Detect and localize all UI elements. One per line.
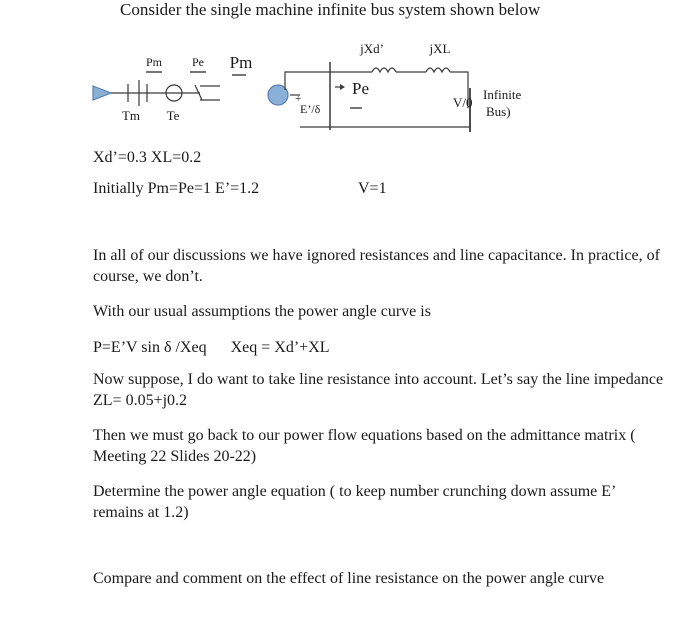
shaft-sketch — [93, 72, 246, 106]
bus-voltage-value: V=1 — [358, 180, 387, 197]
pm-large-label: Pm — [229, 53, 253, 72]
pm-small-label: Pm — [145, 55, 163, 69]
power-angle-equation: P=E’V sin δ /Xeq Xeq = Xd’+XL — [93, 339, 330, 356]
initial-conditions: Initially Pm=Pe=1 E’=1.2 — [93, 180, 260, 197]
bus-voltage-label: V/0 — [453, 95, 473, 110]
jxd-label: jXd’ — [360, 41, 384, 56]
problem-title: Consider the single machine infinite bus system shown below — [120, 0, 541, 19]
pe-label: Pe — [352, 79, 369, 98]
smib-diagram — [0, 0, 700, 200]
emf-label: E’/δ — [300, 102, 321, 116]
tm-label: Tm — [121, 108, 141, 123]
paragraph-power-angle-intro: With our usual assumptions the power angle curve is — [93, 303, 431, 320]
pe-small-label: Pe — [192, 55, 204, 69]
paragraph-determine: Determine the power angle equation ( to keep number crunching down assume E’ remains at 1.2) — [93, 483, 616, 521]
xd-inductor-icon — [372, 68, 396, 72]
paragraph-power-flow: Then we must go back to our power flow equations based on the admittance matrix ( Meeting 22 Slides 20-22) — [93, 427, 636, 465]
paragraph-assumptions: In all of our discussions we have ignored resistances and line capacitance. In practice, of course, we don’t. — [93, 247, 660, 285]
xl-inductor-icon — [426, 68, 450, 72]
infinite-bus-label-1: Infinite — [483, 87, 522, 102]
te-label: Te — [166, 108, 180, 123]
turbine-icon — [93, 86, 111, 100]
paragraph-compare: Compare and comment on the effect of line resistance on the power angle curve — [93, 570, 605, 587]
reactance-params: Xd’=0.3 XL=0.2 — [93, 149, 202, 166]
plus-sign: + — [295, 93, 302, 105]
infinite-bus-label-2: Bus) — [486, 104, 511, 119]
paragraph-line-resistance: Now suppose, I do want to take line resistance into account. Let’s say the line impedance ZL= 0.05+j0.2 — [93, 371, 664, 409]
jxl-label: jXL — [429, 41, 451, 56]
